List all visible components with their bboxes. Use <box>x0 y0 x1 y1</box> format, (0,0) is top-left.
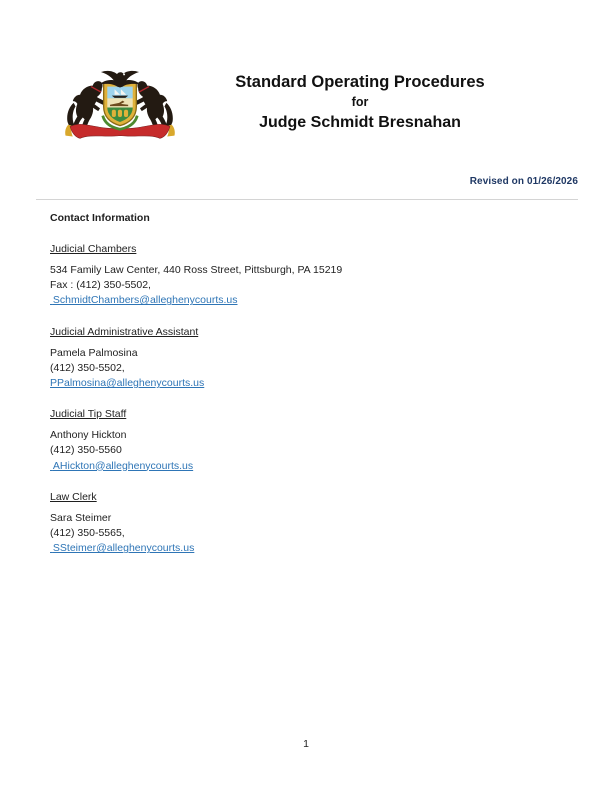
contact-information-section <box>50 212 540 573</box>
title-line-1: Standard Operating Procedures <box>235 73 485 91</box>
document-title <box>195 72 525 133</box>
contact-block-title: Law Clerk <box>50 490 97 503</box>
contact-block <box>50 243 540 309</box>
email-line <box>50 459 540 474</box>
page-number: 1 <box>303 738 309 750</box>
contact-block <box>50 491 540 557</box>
contact-line: Anthony Hickton <box>50 429 127 442</box>
email-link[interactable]: PPalmosina@alleghenycourts.us <box>50 377 205 390</box>
contact-line: (412) 350-5560 <box>50 444 122 457</box>
header-divider <box>36 199 578 200</box>
contact-block <box>50 408 540 474</box>
contact-line: Sara Steimer <box>50 511 112 524</box>
horse-left-silhouette <box>67 81 104 128</box>
title-line-3: Judge Schmidt Bresnahan <box>259 114 461 131</box>
pennsylvania-coat-of-arms-image <box>61 68 179 146</box>
section-heading: Contact Information <box>50 212 150 224</box>
email-line <box>50 376 540 391</box>
contact-block-title: Judicial Tip Staff <box>50 408 127 421</box>
horse-right-silhouette <box>135 81 172 128</box>
email-link[interactable]: SchmidtChambers@alleghenycourts.us <box>50 294 238 307</box>
revision-date: Revised on 01/26/2026 <box>469 176 578 187</box>
shield <box>104 83 137 126</box>
contact-line: Pamela Palmosina <box>50 346 138 359</box>
contact-line: 534 Family Law Center, 440 Ross Street, Pittsburgh, PA 15219 <box>50 264 343 276</box>
red-ribbon <box>65 124 175 138</box>
contact-blocks <box>50 243 540 556</box>
contact-block-title: Judicial Administrative Assistant <box>50 325 199 338</box>
contact-line: (412) 350-5502, <box>50 361 125 374</box>
contact-line: Fax : (412) 350-5502, <box>50 279 151 292</box>
contact-block-title: Judicial Chambers <box>50 243 137 255</box>
email-line <box>50 541 540 556</box>
email-link[interactable]: AHickton@alleghenycourts.us <box>50 459 194 472</box>
title-line-2: for <box>351 95 369 109</box>
email-line <box>50 293 540 308</box>
contact-line: (412) 350-5565, <box>50 527 125 540</box>
email-link[interactable]: SSteimer@alleghenycourts.us <box>50 542 195 555</box>
contact-block <box>50 326 540 392</box>
